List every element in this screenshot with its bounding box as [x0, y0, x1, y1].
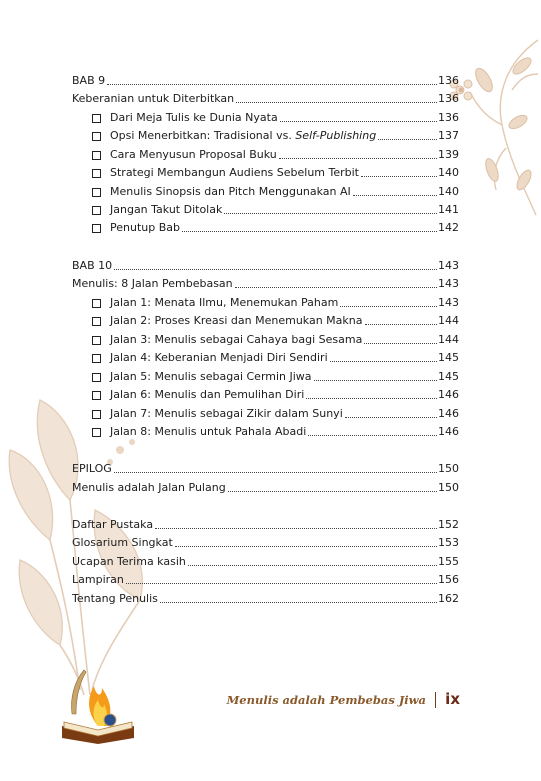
dot-leader [279, 158, 437, 159]
dot-leader [224, 213, 437, 214]
toc-entry[interactable] [72, 70, 459, 88]
toc-entry-title: Menulis: 8 Jalan Pembebasan [72, 277, 233, 290]
toc-subentry[interactable] [92, 181, 459, 199]
dot-leader [365, 324, 438, 325]
checkbox-square-icon [92, 299, 101, 308]
toc-subentry[interactable] [92, 366, 459, 384]
dot-leader [314, 380, 437, 381]
dot-leader [114, 269, 437, 270]
toc-entry[interactable] [72, 273, 459, 291]
checkbox-square-icon [92, 428, 101, 437]
toc-entry[interactable] [72, 588, 459, 606]
toc-page-number: 155 [438, 555, 459, 568]
toc-entry[interactable] [72, 88, 459, 106]
toc-entry-title-text: Opsi Menerbitkan: Tradisional vs. [110, 129, 296, 142]
toc-page-number: 150 [438, 481, 459, 494]
dot-leader [235, 287, 437, 288]
toc-entry[interactable] [72, 514, 459, 532]
checkbox-square-icon [92, 206, 101, 215]
toc-entry-title: Jalan 4: Keberanian Menjadi Diri Sendiri [110, 351, 328, 364]
toc-entry-title: EPILOG [72, 462, 112, 475]
dot-leader [228, 491, 437, 492]
toc-page-number: 143 [438, 277, 459, 290]
dot-leader [353, 195, 437, 196]
toc-subentry[interactable] [92, 347, 459, 365]
toc-entry-title: Strategi Membangun Audiens Sebelum Terbit [110, 166, 359, 179]
checkbox-square-icon [92, 317, 101, 326]
dot-leader [361, 176, 437, 177]
dot-leader [126, 583, 437, 584]
toc-entry-title: Jalan 6: Menulis dan Pemulihan Diri [110, 388, 305, 401]
toc-subentry[interactable] [92, 199, 459, 217]
toc-page-number: 146 [438, 388, 459, 401]
toc-entry-title: Dari Meja Tulis ke Dunia Nyata [110, 111, 278, 124]
page-footer [226, 690, 460, 712]
toc-entry-title: Lampiran [72, 573, 124, 586]
dot-leader [155, 528, 437, 529]
dot-leader [364, 343, 437, 344]
toc-entry-title: Jalan 8: Menulis untuk Pahala Abadi [110, 425, 307, 438]
dot-leader [107, 84, 437, 85]
dot-leader [114, 472, 437, 473]
toc-subentry[interactable] [92, 125, 459, 143]
toc-entry[interactable] [72, 458, 459, 476]
toc-entry-title: Cara Menyusun Proposal Buku [110, 148, 277, 161]
checkbox-square-icon [92, 114, 101, 123]
toc-entry[interactable] [72, 551, 459, 569]
burning-book-quill-icon [58, 664, 138, 744]
dot-leader [330, 361, 437, 362]
toc-entry-title: Jalan 3: Menulis sebagai Cahaya bagi Sesama [110, 333, 363, 346]
toc-entry-title: Ucapan Terima kasih [72, 555, 186, 568]
checkbox-square-icon [92, 391, 101, 400]
toc-entry-title: Keberanian untuk Diterbitkan [72, 92, 235, 105]
toc-subentry[interactable] [92, 107, 459, 125]
toc-page-number: 143 [438, 296, 459, 309]
checkbox-square-icon [92, 354, 101, 363]
toc-entry[interactable] [72, 532, 459, 550]
toc-entry-title: Daftar Pustaka [72, 518, 154, 531]
toc-entry[interactable] [72, 477, 459, 495]
toc-page-number: 136 [438, 74, 459, 87]
toc-page-number: 144 [438, 314, 459, 327]
toc-entry-title: Jalan 7: Menulis sebagai Zikir dalam Sunyi [110, 407, 343, 420]
dot-leader [308, 435, 437, 436]
toc-entry-title [110, 129, 376, 143]
toc-page-number: 146 [438, 407, 459, 420]
toc-page-number: 153 [438, 536, 459, 549]
page-number: ix [445, 690, 460, 708]
toc-entry-title: Jalan 2: Proses Kreasi dan Menemukan Makna [110, 314, 363, 327]
dot-leader [378, 139, 437, 140]
toc-subentry[interactable] [92, 162, 459, 180]
toc-page-number: 141 [438, 203, 459, 216]
toc-subentry[interactable] [92, 144, 459, 162]
toc-entry[interactable] [72, 255, 459, 273]
checkbox-square-icon [92, 169, 101, 178]
dot-leader [340, 306, 437, 307]
running-title: Menulis adalah Pembebas Jiwa [226, 693, 426, 707]
toc-page-number: 143 [438, 259, 459, 272]
dot-leader [188, 565, 437, 566]
toc-entry-title: Tentang Penulis [72, 592, 158, 605]
toc-subentry[interactable] [92, 310, 459, 328]
toc-page-number: 145 [438, 351, 459, 364]
toc-subentry[interactable] [92, 421, 459, 439]
toc-entry-title: Glosarium Singkat [72, 536, 173, 549]
checkbox-square-icon [92, 188, 101, 197]
toc-entry-title-italic: Self-Publishing [295, 129, 377, 142]
toc-page-number: 137 [438, 129, 459, 142]
toc-entry-title: Jalan 1: Menata Ilmu, Menemukan Paham [110, 296, 339, 309]
dot-leader [175, 546, 437, 547]
toc-entry-title: Penutup Bab [110, 221, 180, 234]
dot-leader [236, 102, 437, 103]
toc-subentry[interactable] [92, 217, 459, 235]
toc-subentry[interactable] [92, 292, 459, 310]
toc-entry-title: Jangan Takut Ditolak [110, 203, 223, 216]
dot-leader [306, 398, 437, 399]
toc-subentry[interactable] [92, 329, 459, 347]
checkbox-square-icon [92, 132, 101, 141]
dot-leader [280, 121, 437, 122]
toc-page-number: 145 [438, 370, 459, 383]
toc-entry-title: Jalan 5: Menulis sebagai Cermin Jiwa [110, 370, 312, 383]
toc-page-number: 140 [438, 166, 459, 179]
checkbox-square-icon [92, 151, 101, 160]
checkbox-square-icon [92, 410, 101, 419]
toc-page-number: 156 [438, 573, 459, 586]
toc-entry[interactable] [72, 569, 459, 587]
toc-subentry[interactable] [92, 384, 459, 402]
toc-page-number: 136 [438, 92, 459, 105]
toc-entry-title: Menulis adalah Jalan Pulang [72, 481, 226, 494]
toc-page-number: 140 [438, 185, 459, 198]
dot-leader [182, 231, 437, 232]
footer-divider [435, 692, 437, 708]
toc-entry-title: BAB 10 [72, 259, 113, 272]
toc-subentry[interactable] [92, 403, 459, 421]
toc-page-number: 150 [438, 462, 459, 475]
dot-leader [345, 417, 437, 418]
checkbox-square-icon [92, 336, 101, 345]
toc-page-number: 139 [438, 148, 459, 161]
checkbox-square-icon [92, 373, 101, 382]
toc-page-number: 142 [438, 221, 459, 234]
toc-entry-title: BAB 9 [72, 74, 106, 87]
toc-entry-title: Menulis Sinopsis dan Pitch Menggunakan AI [110, 185, 351, 198]
toc-page-number: 136 [438, 111, 459, 124]
toc-page-number: 144 [438, 333, 459, 346]
checkbox-square-icon [92, 224, 101, 233]
dot-leader [160, 602, 437, 603]
toc-page-number: 146 [438, 425, 459, 438]
toc-page-number: 162 [438, 592, 459, 605]
toc-page-number: 152 [438, 518, 459, 531]
